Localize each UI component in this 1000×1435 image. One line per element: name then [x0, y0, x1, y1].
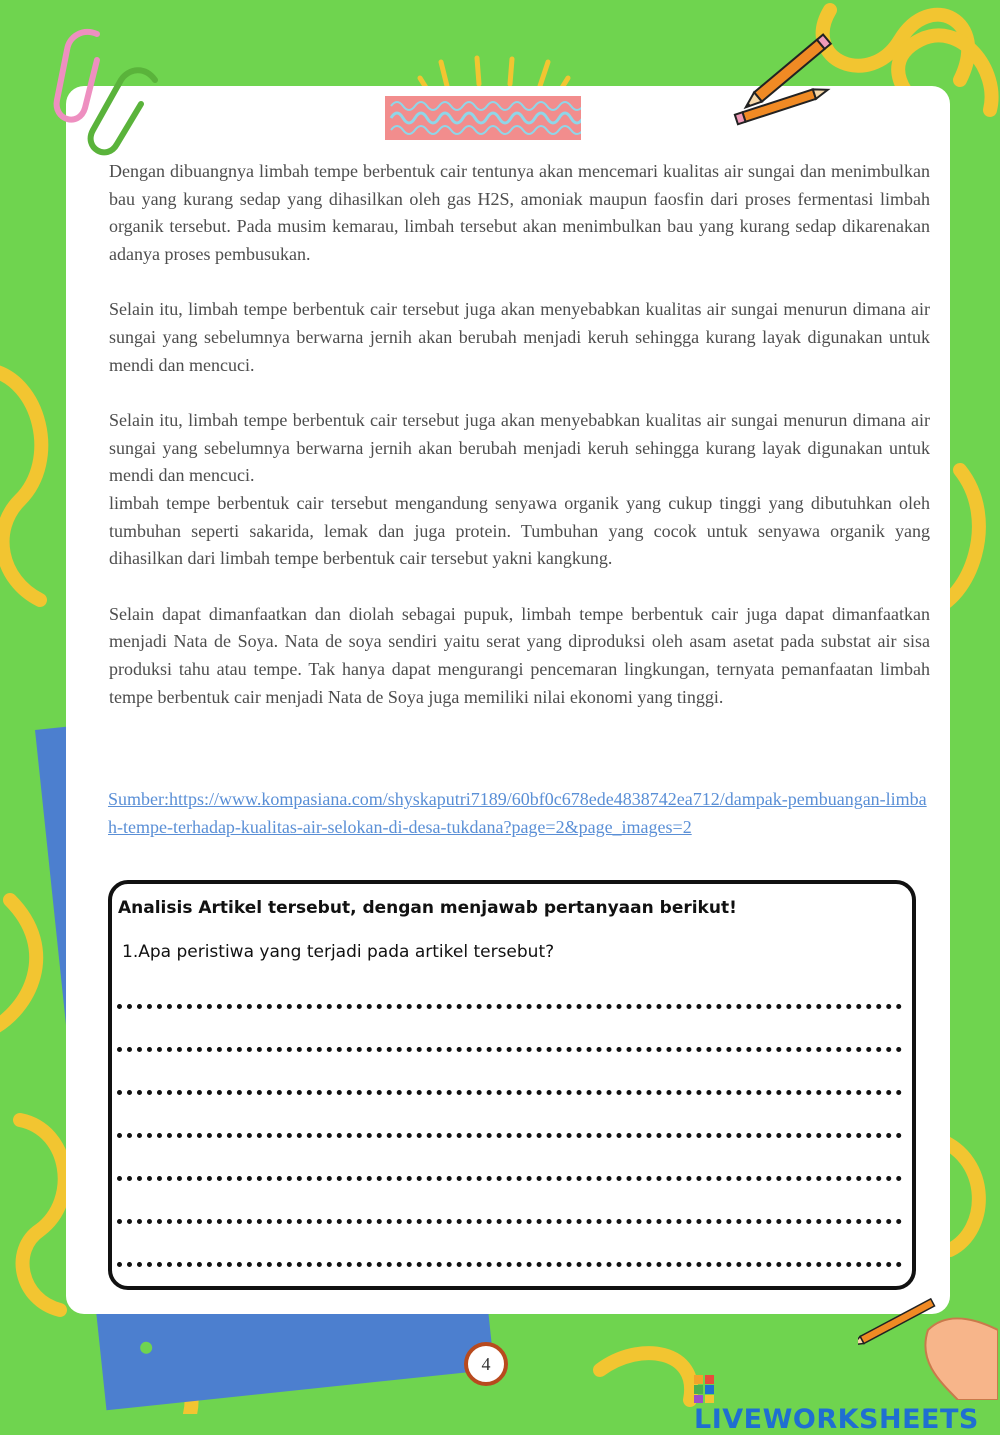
answer-line[interactable] — [117, 1219, 902, 1224]
question-1: 1.Apa peristiwa yang terjadi pada artikel tersebut? — [122, 942, 555, 962]
answer-line[interactable] — [117, 1176, 902, 1181]
page-number: 4 — [464, 1342, 508, 1386]
article-paragraph: limbah tempe berbentuk cair tersebut mengandung senyawa organik yang cukup tinggi yang dibutuhkan oleh tumbuhan seperti sakarida, lemak dan juga protein. Tumbuhan yang cocok untuk senyawa organik yang dihasilkan dari limbah tempe berbentuk cair tersebut yakni kangkung. — [109, 492, 930, 569]
article-paragraph: Selain itu, limbah tempe berbentuk cair tersebut juga akan menyebabkan kualitas air sungai menurun dimana air sungai yang sebelumnya berwarna jernih akan berubah menjadi keruh sehingga kurang layak digunakan untuk mendi dan mencuci. — [109, 299, 930, 375]
article-text — [109, 158, 930, 711]
article-paragraph: Selain dapat dimanfaatkan dan diolah sebagai pupuk, limbah tempe berbentuk cair juga dapat dimanfaatkan menjadi Nata de Soya. Nata de soya sendiri yaitu serat yang diproduksi oleh asam asetat pada substat air sisa produksi tahu atau tempe. Tak hanya dapat mengurangi pencemaran lingkungan, ternyata pemanfaatan limbah tempe berbentuk cair menjadi Nata de Soya juga memiliki nilai ekonomi yang tinggi. — [109, 603, 930, 707]
article-paragraph: Dengan dibuangnya limbah tempe berbentuk cair tentunya akan mencemari kualitas air sungai dan menimbulkan bau yang kurang sedap yang dihasilkan oleh gas H2S, amoniak maupun faosfin dari proses fermentasi limbah organik tersebut. Pada musim kemarau, limbah tersebut akan menimbulkan bau yang kurang sedap dikarenakan adanya proses pembusukan. — [109, 161, 930, 264]
answer-line[interactable] — [117, 1047, 902, 1052]
source-link[interactable]: Sumber:https://www.kompasiana.com/shyskaputri7189/60bf0c678ede4838742ea712/dampak-pembuangan-limbah-tempe-terhadap-kualitas-air-selokan-di-desa-tukdana?page=2&page_images=2 — [108, 789, 927, 837]
liveworksheets-logo-icon — [694, 1375, 714, 1403]
answer-line[interactable] — [117, 1090, 902, 1095]
article-paragraph: Selain itu, limbah tempe berbentuk cair tersebut juga akan menyebabkan kualitas air sungai menurun dimana air sungai yang sebelumnya berwarna jernih akan berubah menjadi keruh sehingga kurang layak digunakan untuk mendi dan mencuci. — [109, 410, 930, 486]
answer-line[interactable] — [117, 1004, 902, 1009]
brand-name: LIVEWORKSHEETS — [694, 1404, 979, 1435]
question-box — [108, 880, 916, 1290]
binder-hole — [140, 1341, 153, 1354]
answer-line[interactable] — [117, 1133, 902, 1138]
liveworksheets-brand[interactable] — [694, 1372, 1000, 1435]
answer-line[interactable] — [117, 1262, 902, 1267]
question-box-title: Analisis Artikel tersebut, dengan menjawab pertanyaan berikut! — [118, 898, 737, 918]
